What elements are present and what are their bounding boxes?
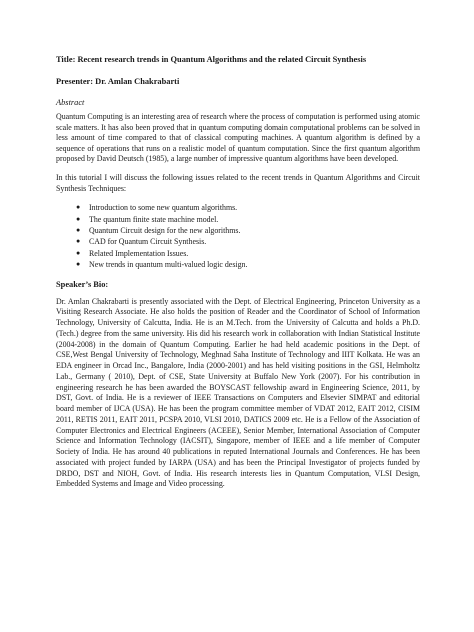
title-text: Recent research trends in Quantum Algorithms and the related Circuit Synthesis (77, 55, 367, 64)
topic-item (76, 236, 420, 247)
document-title (56, 54, 420, 65)
bullet-icon: ● (76, 214, 81, 223)
topic-item (76, 202, 420, 213)
bullet-icon: ● (76, 225, 81, 234)
bio-heading: Speaker’s Bio: (56, 279, 109, 289)
topic-text: Related Implementation Issues. (89, 248, 189, 258)
abstract-paragraph-1: Quantum Computing is an interesting area of research where the process of computation is performed using atomic scale matters. It has also been proved that in quantum computing domain computational problems can be solved in less amount of time compared to that of classical computing machines. A quantum algorithm is defined by a sequence of operations that runs on a realistic model of quantum computation. Since the first quantum algorithm proposed by David Deutsch (1985), a large number of impressive quantum algorithms have been developed. (56, 112, 420, 164)
title-label: Title: (56, 55, 76, 64)
bio-paragraph: Dr. Amlan Chakrabarti is presently associated with the Dept. of Electrical Engineering, Princeton University as a Visiting Research Associate. He also holds the position of Reader and the Coordinator of School of Information Technology, University of Calcutta, India. He is an M.Tech. from the University of Calcutta and holds a Ph.D.(Tech.) degree from the same university. His did his research work in collaboration with Indian Statistical Institute (2004-2008) in the domain of Quantum Computing. Earlier he had held academic positions in the Dept. of CSE,West Bengal University of Technology, Meghnad Saha Institute of Technology and IIIT Kolkata. He was an EDA engineer in Orcad Inc., Bangalore, India (2000-2001) and has held visiting positions in the GSI, Helmholtz Lab., Germany ( 2010), Dept. of CSE, State University at Buffalo New York (2007). For his contribution in engineering research he has been awarded the BOYSCAST fellowship award in Engineering Science, 2011, by DST, Govt. of India. He is a reviewer of IEEE Transactions on Computers and Elsevier SIMPAT and editorial board member of IJCA (USA). He has been the program committee member of VDAT 2012, EAIT 2012, CISIM 2011, RETIS 2011, EAIT 2011, PCSPA 2010, VLSI 2010, DATICS 2009 etc. He is a Fellow of the Association of Computer Electronics and Electrical Engineers (ACEEE), Senior Member, International Association of Computer Science and Information Technology (IACSIT), Singapore, member of IEEE and a life member of Computer Society of India. He has around 40 publications in reputed International Journals and Conferences. He has been associated with project funded by IARPA (USA) and has been the Principal Investigator of projects funded by DRDO, DST and NIOH, Govt. of India. His research interests lies in Quantum Computation, VLSI Design, Embedded Systems and Image and Video processing. (56, 296, 420, 489)
topic-item (76, 248, 420, 259)
topic-text: Quantum Circuit design for the new algorithms. (89, 225, 241, 235)
topic-text: CAD for Quantum Circuit Synthesis. (89, 237, 207, 247)
topic-text: Introduction to some new quantum algorithms. (89, 203, 238, 213)
topic-item (76, 214, 420, 225)
bullet-icon: ● (76, 260, 81, 269)
abstract-paragraph-2: In this tutorial I will discuss the following issues related to the recent trends in Quantum Algorithms and Circuit Synthesis Techniques: (56, 172, 420, 193)
topic-item (76, 225, 420, 236)
presenter-label: Presenter: (56, 77, 94, 86)
topic-text: The quantum finite state machine model. (89, 214, 219, 224)
topic-item (76, 259, 420, 270)
document-page (56, 54, 420, 490)
bullet-icon: ● (76, 203, 81, 212)
topic-text: New trends in quantum multi-valued logic design. (89, 260, 248, 270)
topic-list (56, 202, 420, 270)
presenter-line (56, 76, 420, 87)
bullet-icon: ● (76, 237, 81, 246)
presenter-name: Dr. Amlan Chakrabarti (95, 77, 180, 86)
abstract-heading: Abstract (56, 98, 85, 107)
bullet-icon: ● (76, 248, 81, 257)
